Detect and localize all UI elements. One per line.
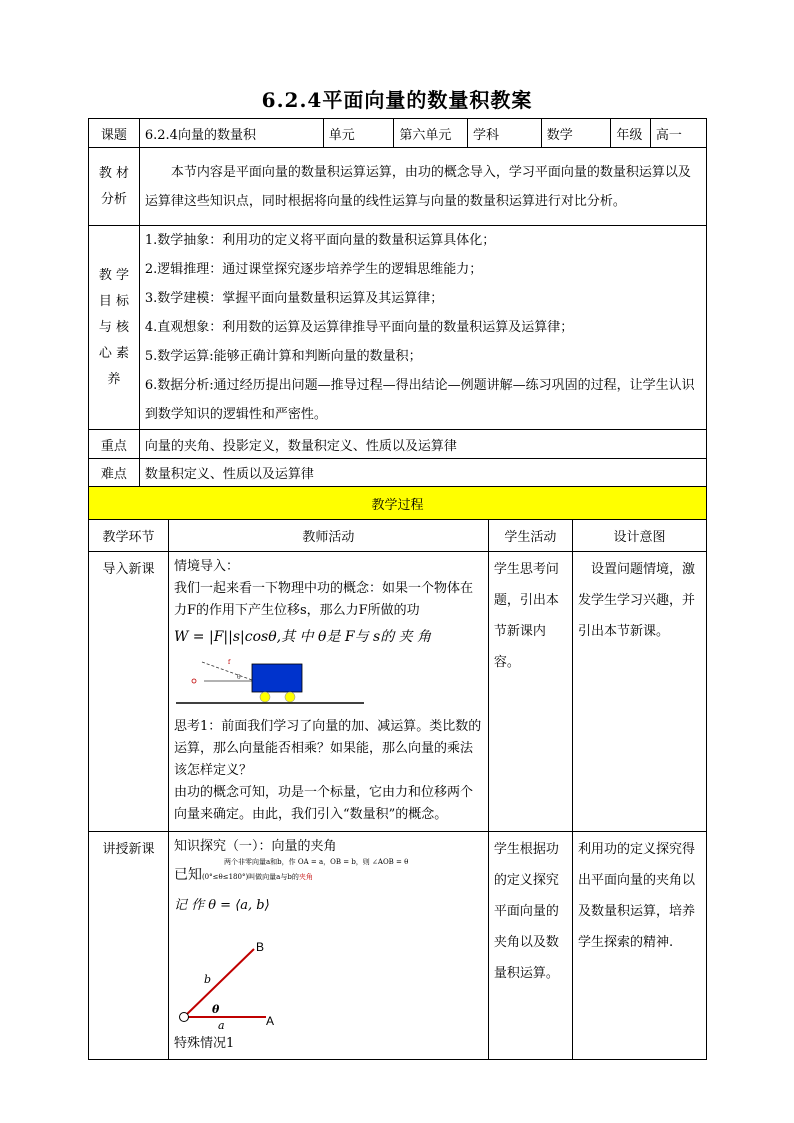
angle-figure [174, 921, 334, 1031]
intro-row [89, 552, 707, 832]
intro-student: 学生思考问题，引出本节新课内容。 [488, 552, 572, 832]
special-case: 特殊情况1 [173, 1036, 235, 1051]
angle-known-line [174, 867, 483, 885]
lecture-student: 学生根据功的定义探究平面向量的夹角以及数量积运算。 [488, 832, 572, 1060]
key-points-label: 重点 [89, 430, 140, 459]
objectives-row [89, 226, 707, 430]
known-prefix: 已知 [173, 867, 202, 883]
material-analysis-text: 本节内容是平面向量的数量积运算运算，由功的概念导入，学习平面向量的数量积运算以及运算律这些知识点，同时根据将向量的线性运算与向量的数量积运算进行对比分析。 [144, 164, 691, 209]
lesson-plan-table [88, 118, 707, 1060]
process-banner: 教学过程 [89, 487, 707, 520]
angle-word-red: 夹角 [298, 873, 313, 881]
objective-item: 5.数学运算:能够正确计算和判断向量的数量积； [144, 349, 422, 364]
angle-definition-small: 两个非零向量a和b，作 OA = a，OB = b，则 ∠AOB = θ [223, 858, 409, 866]
header-stage: 教学环节 [89, 520, 169, 552]
vector-b-label: b [203, 973, 211, 986]
point-b-label: B [255, 940, 264, 954]
pull-point [192, 679, 196, 683]
cart-force-figure [174, 652, 374, 714]
think-question: 思考1：前面我们学习了向量的加、减运算。类比数的运算，那么向量能否相乘？如果能，那么向量的乘法该怎样定义？ [173, 719, 482, 778]
point-a-label: A [265, 1014, 274, 1028]
formula-rest: 是 F与 s的 夹 角 [326, 629, 432, 645]
grade-label: 年级 [611, 119, 650, 148]
process-header-row [89, 520, 707, 552]
cart-wheel [260, 692, 270, 702]
key-points-row [89, 430, 707, 459]
vector-a-label: a [217, 1019, 225, 1031]
lecture-intent: 利用功的定义探究得出平面向量的夹角以及数量积运算，培养学生探索的精神. [572, 832, 706, 1060]
material-analysis-label: 教 材 分析 [89, 148, 140, 226]
intro-intent: 设置问题情境，激发学生学习兴趣，并引出本节新课。 [572, 552, 706, 832]
header-intent: 设计意图 [572, 520, 706, 552]
formula-theta: θ [317, 629, 327, 645]
intro-para: 我们一起来看一下物理中功的概念：如果一个物体在力F的作用下产生位移s，那么力F所做的功 [173, 581, 473, 618]
topic-value: 6.2.4向量的数量积 [139, 119, 323, 148]
origin-point [179, 1013, 188, 1022]
force-line [202, 662, 252, 680]
work-reasoning: 由功的概念可知，功是一个标量，它由力和位移两个向量来确定。由此，我们引入“数量积”的概念。 [173, 785, 473, 822]
objective-item: 6.数据分析:通过经历提出问题—推导过程—得出结论—例题讲解—练习巩固的过程，让学生认识到数学知识的逻辑性和严密性。 [144, 378, 695, 422]
objective-item: 3.数学建模：掌握平面向量数量积运算及其运算律； [144, 291, 444, 306]
lecture-stage: 讲授新课 [89, 832, 169, 1060]
objective-item: 2.逻辑推理：通过课堂探究逐步培养学生的逻辑思维能力； [144, 262, 483, 277]
unit-value: 第六单元 [394, 119, 468, 148]
difficult-points-row [89, 459, 707, 487]
objective-item: 1.数学抽象：利用功的定义将平面向量的数量积运算具体化； [144, 233, 496, 248]
difficult-points-label: 难点 [89, 459, 140, 487]
grade-value: 高一 [650, 119, 706, 148]
material-analysis-row [89, 148, 707, 226]
header-teacher: 教师活动 [168, 520, 488, 552]
key-points-text: 向量的夹角、投影定义，数量积定义、性质以及运算律 [139, 430, 706, 459]
force-label: f [227, 659, 231, 666]
subject-label: 学科 [468, 119, 542, 148]
intro-stage: 导入新课 [89, 552, 169, 832]
cart-body [252, 664, 302, 692]
objectives-label: 教 学 目 标 与 核 心 素 养 [89, 226, 140, 430]
page-title: 6.2.4平面向量的数量积教案 [261, 88, 533, 112]
lecture-row [89, 832, 707, 1060]
cart-wheel [285, 692, 295, 702]
angle-notation: 记 作 θ = ⟨a, b⟩ [173, 898, 270, 913]
formula-w: W [173, 629, 189, 645]
work-formula [174, 626, 483, 648]
angle-heading: 知识探究（一）：向量的夹角 [173, 839, 337, 854]
intro-lead: 情境导入： [173, 559, 239, 574]
topic-label: 课题 [89, 119, 140, 148]
angle-range-small: (0°≤θ≤180°)叫做向量a与b的 [201, 873, 299, 881]
process-banner-row [89, 487, 707, 520]
angle-label: θ [236, 674, 241, 681]
subject-value: 数学 [541, 119, 611, 148]
objective-item: 4.直观想象：利用数的运算及运算律推导平面向量的数量积运算及运算律； [144, 320, 574, 335]
angle-theta-label: θ [211, 1003, 220, 1016]
formula-mid: = |F||s|cosθ,其 中 [188, 629, 318, 645]
difficult-points-text: 数量积定义、性质以及运算律 [139, 459, 706, 487]
unit-label: 单元 [323, 119, 394, 148]
header-student: 学生活动 [488, 520, 572, 552]
info-row [89, 119, 707, 148]
